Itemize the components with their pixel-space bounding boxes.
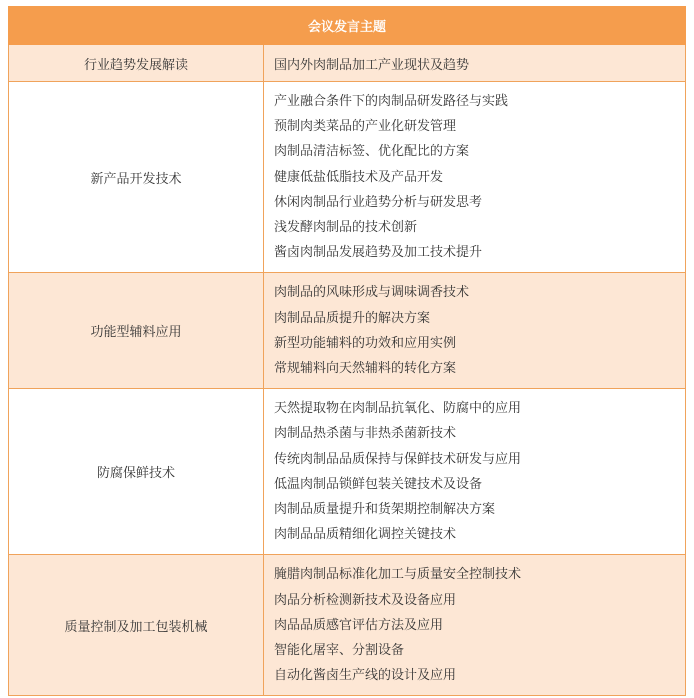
topic-item: 肉品品质感官评估方法及应用 <box>274 617 444 633</box>
table-header-row <box>9 45 686 82</box>
topic-item: 肉制品的风味形成与调味调香技术 <box>274 285 470 301</box>
table-title-row <box>9 7 686 45</box>
topic-item: 健康低盐低脂技术及产品开发 <box>274 169 444 185</box>
topics-cell <box>264 555 686 696</box>
topic-item: 传统肉制品品质保持与保鲜技术研发与应用 <box>274 451 522 467</box>
topic-item: 浅发酵肉制品的技术创新 <box>274 220 418 236</box>
topic-item: 肉制品品质提升的解决方案 <box>274 310 431 326</box>
topics-table <box>8 6 686 696</box>
topic-item: 天然提取物在肉制品抗氧化、防腐中的应用 <box>274 401 522 417</box>
topic-item: 预制肉类菜品的产业化研发管理 <box>274 119 457 135</box>
header-right-cell: 国内外肉制品加工产业现状及趋势 <box>264 45 686 82</box>
topics-cell <box>264 82 686 273</box>
topics-cell <box>264 273 686 389</box>
table-row <box>9 273 686 389</box>
topic-item: 新型功能辅料的功效和应用实例 <box>274 335 457 351</box>
table-title: 会议发言主题 <box>9 7 686 45</box>
topic-item: 智能化屠宰、分割设备 <box>274 643 405 659</box>
category-cell: 功能型辅料应用 <box>9 273 264 389</box>
topic-item: 产业融合条件下的肉制品研发路径与实践 <box>274 94 509 109</box>
topic-item: 低温肉制品锁鲜包装关键技术及设备 <box>274 476 483 492</box>
topic-item: 休闲肉制品行业趋势分析与研发思考 <box>274 194 483 210</box>
topic-item: 肉制品清洁标签、优化配比的方案 <box>274 144 470 160</box>
table-row <box>9 82 686 273</box>
topics-table-container <box>8 6 685 696</box>
category-cell: 防腐保鲜技术 <box>9 389 264 555</box>
topic-item: 自动化酱卤生产线的设计及应用 <box>274 668 457 684</box>
topic-item: 腌腊肉制品标准化加工与质量安全控制技术 <box>274 567 522 583</box>
topic-item: 肉品分析检测新技术及设备应用 <box>274 592 457 608</box>
topic-item: 肉制品品质精细化调控关键技术 <box>274 527 457 543</box>
category-cell: 新产品开发技术 <box>9 82 264 273</box>
topic-item: 常规辅料向天然辅料的转化方案 <box>274 361 457 377</box>
category-cell: 质量控制及加工包装机械 <box>9 555 264 696</box>
header-left-cell: 行业趋势发展解读 <box>9 45 264 82</box>
table-row <box>9 555 686 696</box>
topic-item: 肉制品质量提升和货架期控制解决方案 <box>274 502 496 518</box>
table-row <box>9 389 686 555</box>
topics-cell <box>264 389 686 555</box>
topic-item: 肉制品热杀菌与非热杀菌新技术 <box>274 426 457 442</box>
topic-item: 酱卤肉制品发展趋势及加工技术提升 <box>274 245 483 261</box>
